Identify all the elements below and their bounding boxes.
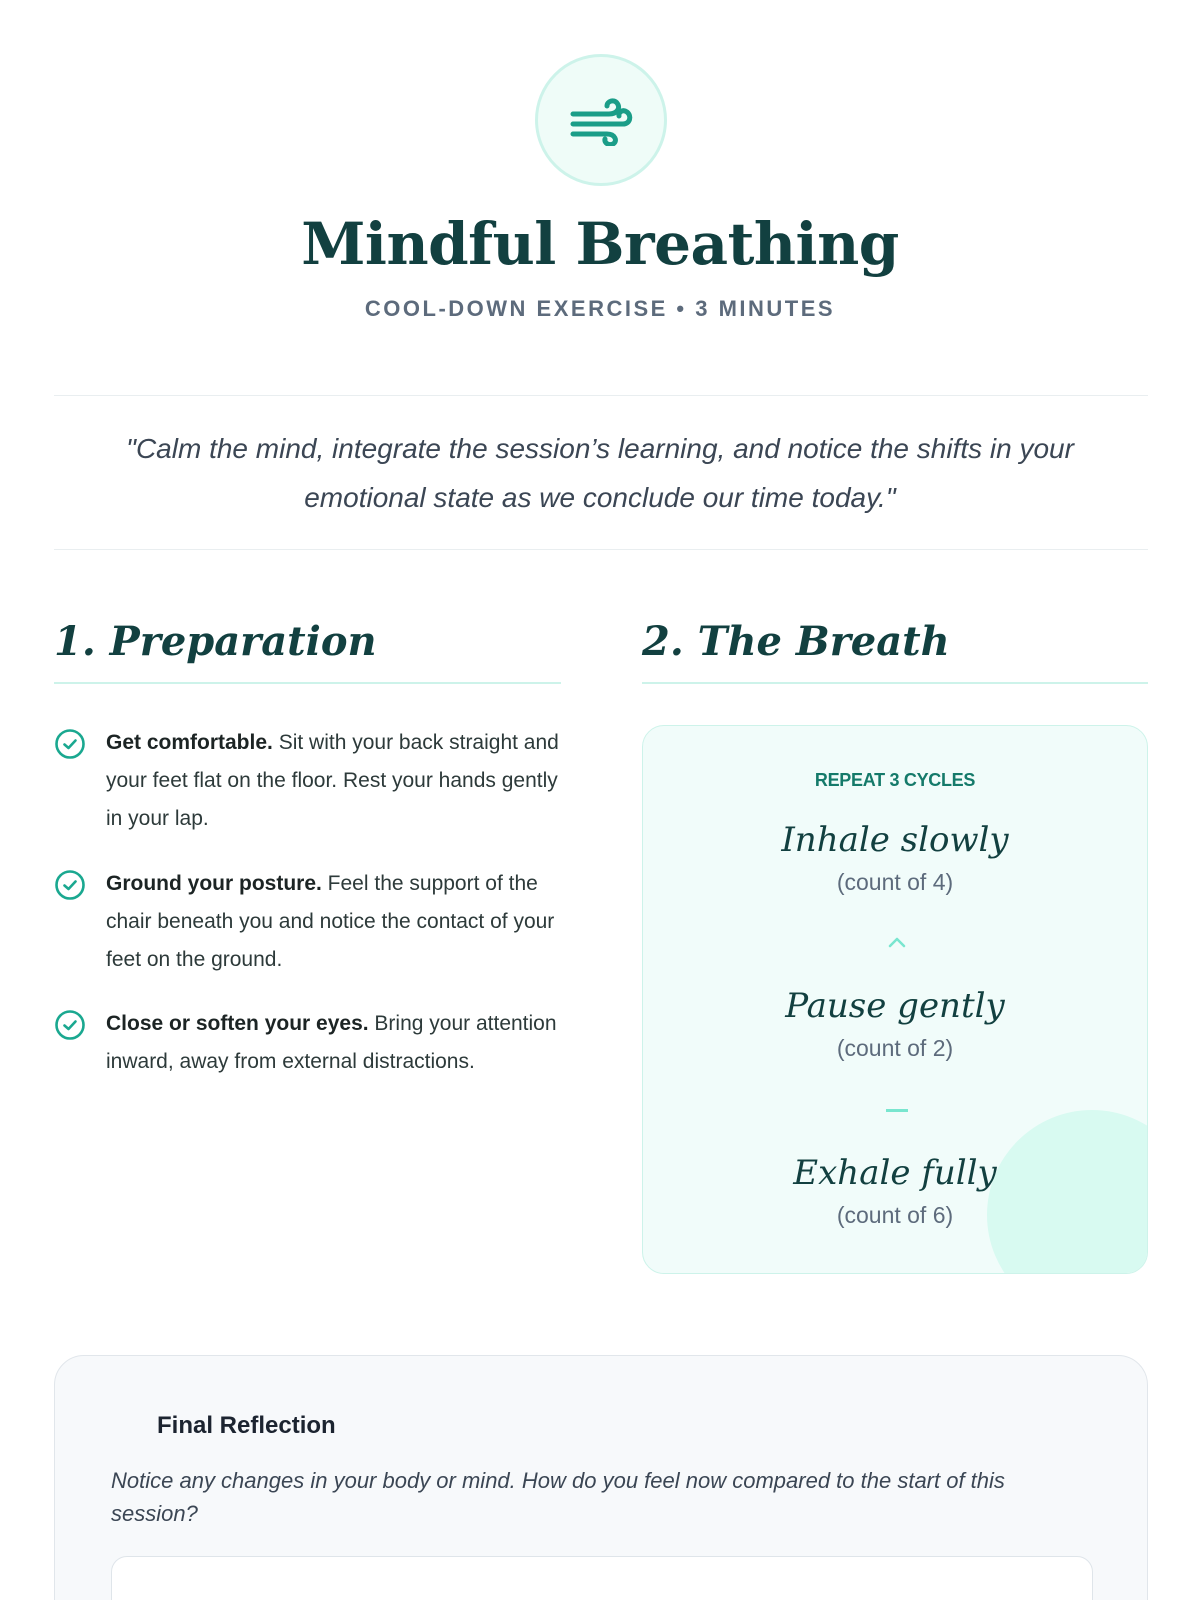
prep-item-title: Ground your posture. [106,872,322,895]
reflection-card [54,1355,1148,1600]
breath-step-count: (count of 6) [836,1202,954,1228]
breath-step-name: Exhale fully [793,1153,997,1193]
section-heading-preparation: 1. Preparation [54,618,377,665]
reflection-prompt: Notice any changes in your body or mind. How do you feel now compared to the start of this session? [111,1468,1005,1526]
prep-item-body: Bring your attention inward, away from external distractions. [106,1012,557,1073]
prep-item [54,724,564,838]
section-rule-preparation [54,682,561,684]
divider-top [54,395,1148,396]
prep-item-text [106,724,564,838]
page-subtitle: COOL-DOWN EXERCISE • 3 MINUTES [364,296,836,321]
check-circle-icon [54,869,86,901]
prep-item [54,1005,564,1081]
chevron-up-icon [885,934,909,950]
breath-step-name: Inhale slowly [781,820,1009,860]
reflection-input[interactable] [111,1556,1093,1600]
breath-step-count: (count of 4) [836,869,954,895]
prep-item-text [106,865,564,979]
divider-bottom [54,549,1148,550]
breath-card [642,725,1148,1274]
prep-item-text [106,1005,564,1081]
reflection-title: Final Reflection [157,1412,336,1439]
prep-item [54,865,564,979]
prep-item-title: Close or soften your eyes. [106,1012,369,1035]
check-circle-icon [54,728,86,760]
prep-item-title: Get comfortable. [106,731,273,754]
section-rule-breath [642,682,1148,684]
prep-item-body: Sit with your back straight and your feet flat on the floor. Rest your hands gently in your lap. [106,731,559,830]
wind-icon [569,94,633,146]
intro-quote: "Calm the mind, integrate the session’s learning, and notice the shifts in your emotional state as we conclude our time today." [126,433,1074,513]
prep-item-body: Feel the support of the chair beneath you and notice the contact of your feet on the ground. [106,872,555,971]
page-title: Mindful Breathing [301,210,899,278]
wind-logo [535,54,667,186]
repeat-label: REPEAT 3 CYCLES [814,770,976,790]
dash-icon [886,1109,908,1112]
breath-step-name: Pause gently [785,986,1005,1026]
section-heading-breath: 2. The Breath [642,618,950,665]
check-circle-icon [54,1009,86,1041]
breath-step-count: (count of 2) [836,1035,954,1061]
